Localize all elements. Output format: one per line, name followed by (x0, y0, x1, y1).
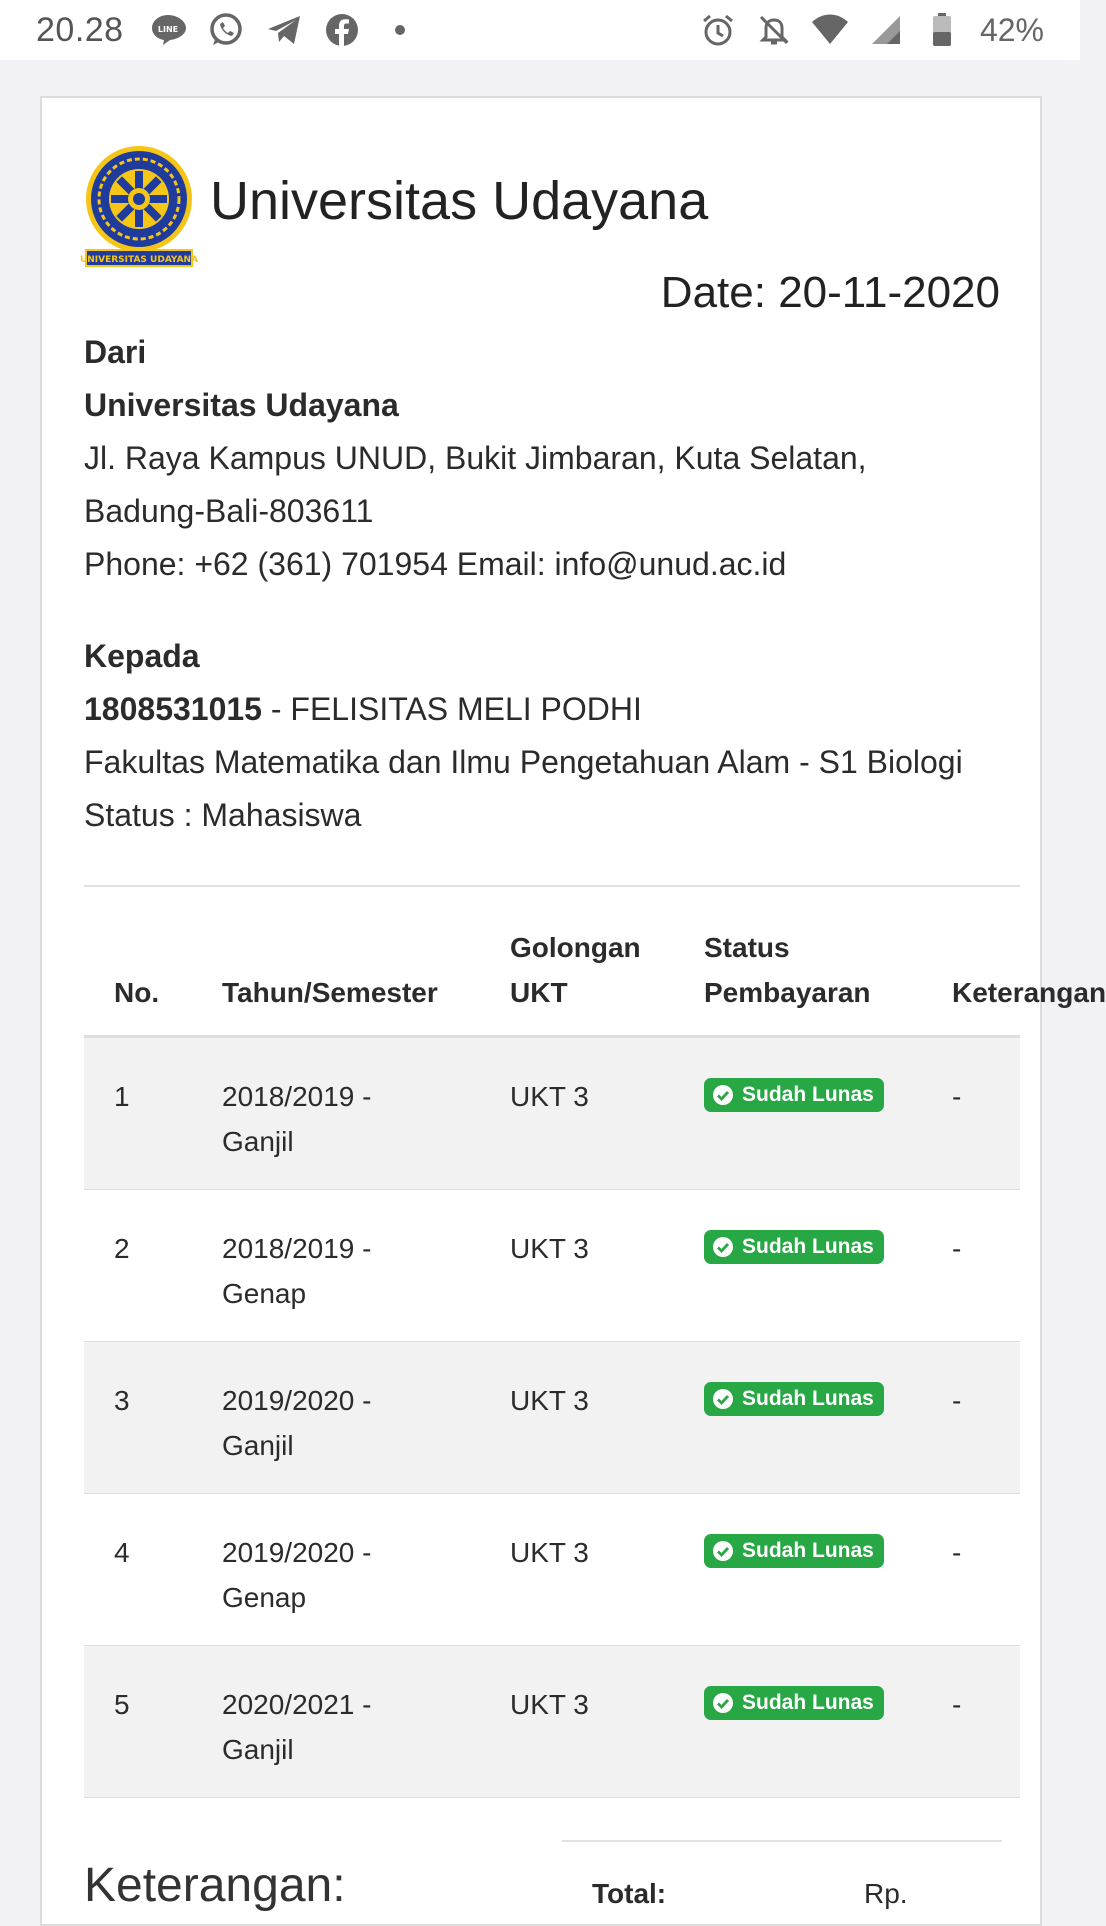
check-circle-icon (712, 1388, 734, 1410)
clock: 20.28 (36, 10, 124, 49)
cell-tahun-year: 2018/2019 - (222, 1233, 372, 1264)
invoice-date: Date: 20-11-2020 (660, 268, 1000, 317)
cell-tahun-year: 2018/2019 - (222, 1081, 372, 1112)
cell-no: 4 (114, 1537, 130, 1568)
battery-icon (924, 12, 960, 48)
recipient-line (84, 683, 963, 736)
sender-heading: Dari (84, 334, 147, 370)
col-status-label: Status (704, 932, 790, 963)
sender-address-line2: Badung-Bali-803611 (84, 493, 374, 529)
check-circle-icon (712, 1236, 734, 1258)
university-logo-icon (79, 144, 199, 268)
col-golongan-ukt (510, 925, 641, 1015)
cell-no: 5 (114, 1689, 130, 1720)
col-pembayaran-label: Pembayaran (704, 977, 871, 1008)
col-status-pembayaran (704, 925, 871, 1015)
table-row (84, 1646, 1020, 1798)
sender-name: Universitas Udayana (84, 387, 399, 423)
cell-golongan: UKT 3 (510, 1385, 589, 1416)
table-row (84, 1038, 1020, 1190)
status-badge (704, 1078, 884, 1112)
cell-tahun-year: 2019/2020 - (222, 1537, 372, 1568)
notification-icons (150, 12, 418, 48)
cell-keterangan: - (952, 1689, 962, 1720)
cell-golongan: UKT 3 (510, 1233, 589, 1264)
cell-tahun (222, 1530, 371, 1620)
logo-label: UNIVERSITAS UDAYANA (79, 255, 199, 265)
recipient-status: Status : Mahasiswa (84, 797, 362, 833)
wifi-icon (812, 12, 848, 48)
recipient-block (84, 630, 963, 842)
check-circle-icon (712, 1084, 734, 1106)
cell-tahun-year: 2020/2021 - (222, 1689, 372, 1720)
col-keterangan: Keterangan (952, 977, 1106, 1008)
bell-off-icon (756, 12, 792, 48)
cell-golongan: UKT 3 (510, 1081, 589, 1112)
status-badge-label: Sudah Lunas (742, 1387, 874, 1410)
cell-tahun-semester: Genap (222, 1278, 307, 1309)
status-badge-label: Sudah Lunas (742, 1539, 874, 1562)
line-icon (150, 12, 186, 48)
cell-tahun (222, 1378, 371, 1468)
col-ukt-label: UKT (510, 977, 568, 1008)
cell-tahun-year: 2019/2020 - (222, 1385, 372, 1416)
dot-icon (382, 12, 418, 48)
cell-keterangan: - (952, 1233, 962, 1264)
cell-tahun-semester: Ganjil (222, 1430, 294, 1461)
cell-no: 2 (114, 1233, 130, 1264)
svg-text:LINE: LINE (157, 25, 178, 34)
table-row (84, 1342, 1020, 1494)
total-label: Total: (592, 1878, 667, 1909)
col-no: No. (114, 977, 160, 1008)
sender-address-line1: Jl. Raya Kampus UNUD, Bukit Jimbaran, Kuta Selatan, (84, 440, 867, 476)
cell-golongan: UKT 3 (510, 1689, 589, 1720)
status-badge (704, 1230, 884, 1264)
cell-tahun (222, 1682, 371, 1772)
cell-golongan: UKT 3 (510, 1537, 589, 1568)
status-badge (704, 1382, 884, 1416)
status-badge (704, 1686, 884, 1720)
cell-no: 1 (114, 1081, 130, 1112)
status-badge-label: Sudah Lunas (742, 1235, 874, 1258)
invoice-header (79, 144, 709, 268)
recipient-name: - FELISITAS MELI PODHI (261, 691, 642, 727)
col-tahun-semester: Tahun/Semester (222, 977, 438, 1008)
table-row (84, 1190, 1020, 1342)
recipient-heading: Kepada (84, 638, 200, 674)
sender-block (84, 326, 867, 591)
cell-keterangan: - (952, 1081, 962, 1112)
university-title: Universitas Udayana (210, 171, 709, 231)
keterangan-heading: Keterangan: (84, 1859, 346, 1912)
recipient-faculty: Fakultas Matematika dan Ilmu Pengetahuan Alam - S1 Biologi (84, 744, 963, 780)
section-divider (84, 885, 1020, 887)
cell-tahun-semester: Ganjil (222, 1126, 294, 1157)
whatsapp-icon (208, 12, 244, 48)
status-bar (0, 0, 1080, 60)
cell-keterangan: - (952, 1385, 962, 1416)
cell-tahun (222, 1226, 371, 1316)
recipient-nim: 1808531015 (84, 691, 262, 727)
battery-percent: 42% (979, 11, 1044, 48)
cell-no: 3 (114, 1385, 130, 1416)
invoice-card (40, 96, 1106, 1926)
telegram-icon (266, 12, 302, 48)
table-header (84, 888, 1106, 1038)
status-badge-label: Sudah Lunas (742, 1691, 874, 1714)
cell-tahun-semester: Genap (222, 1582, 307, 1613)
cell-tahun (222, 1074, 371, 1164)
total-value: Rp. (864, 1878, 908, 1909)
cell-tahun-semester: Ganjil (222, 1734, 294, 1765)
facebook-icon (324, 12, 360, 48)
signal-icon (868, 12, 904, 48)
check-circle-icon (712, 1692, 734, 1714)
payment-table (84, 888, 1106, 1798)
status-badge-label: Sudah Lunas (742, 1083, 874, 1106)
total-divider (562, 1840, 1002, 1842)
col-golongan-label: Golongan (510, 932, 641, 963)
check-circle-icon (712, 1540, 734, 1562)
sender-contact: Phone: +62 (361) 701954 Email: info@unud.ac.id (84, 546, 787, 582)
alarm-icon (700, 12, 736, 48)
table-row (84, 1494, 1020, 1646)
cell-keterangan: - (952, 1537, 962, 1568)
status-badge (704, 1534, 884, 1568)
